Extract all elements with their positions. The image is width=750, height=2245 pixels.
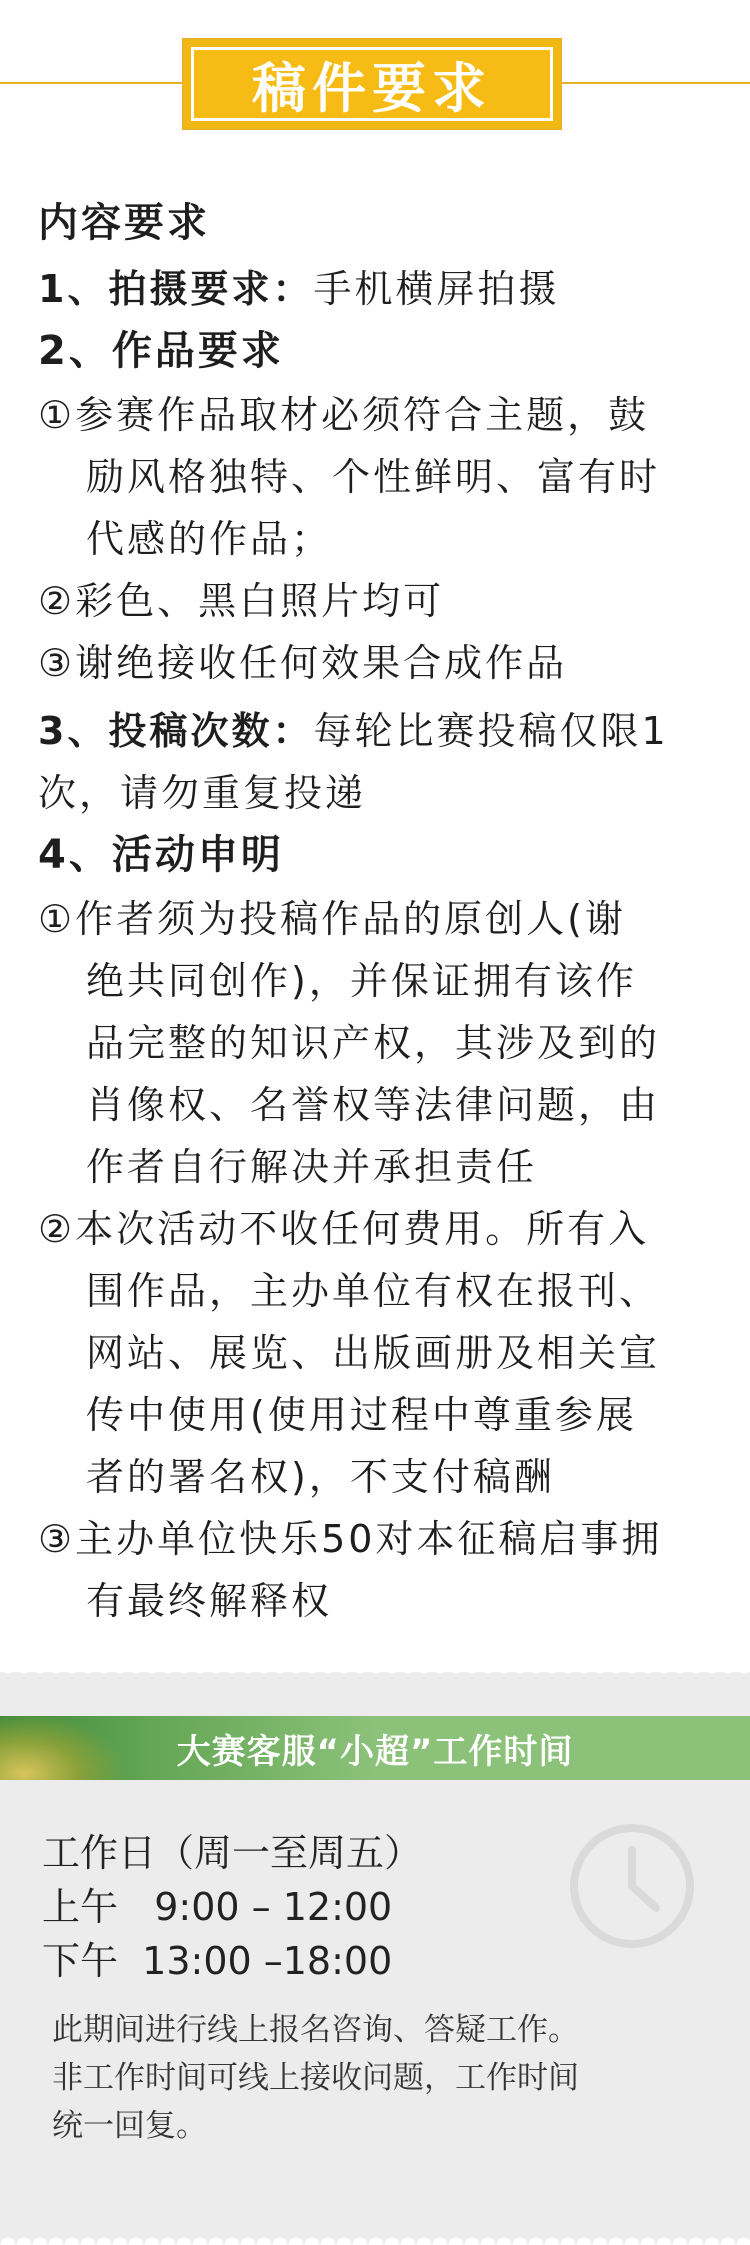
req-works-line: 代感的作品； xyxy=(86,517,333,561)
req-submissions-cont: 次，请勿重复投递 xyxy=(38,771,367,815)
req-shooting xyxy=(38,258,559,320)
req-works-line: 励风格独特、个性鲜明、富有时 xyxy=(86,455,661,499)
service-afternoon-hours: 下午 13:00 –18:00 xyxy=(42,1939,393,1983)
req-statement-line: 品完整的知识产权，其涉及到的 xyxy=(86,1021,661,1065)
req-works-line: ①参赛作品取材必须符合主题，鼓 xyxy=(38,393,650,437)
service-title: 大赛客服“小超”工作时间 xyxy=(176,1731,574,1772)
req-submissions-text: 每轮比赛投稿仅限1 xyxy=(313,709,669,753)
req-statement-line: 围作品，主办单位有权在报刊、 xyxy=(86,1269,661,1313)
header-banner xyxy=(191,47,553,121)
service-morning-hours: 上午 9:00 – 12:00 xyxy=(42,1885,393,1929)
service-note-line: 此期间进行线上报名咨询、答疑工作。 xyxy=(52,2012,579,2048)
service-note-line: 统一回复。 xyxy=(52,2108,207,2144)
req-statement-line: 作者自行解决并承担责任 xyxy=(86,1145,538,1189)
req-works-line: ③谢绝接收任何效果合成作品 xyxy=(38,641,568,685)
req-works-heading: 2、作品要求 xyxy=(38,328,284,374)
req-shooting-label: 1、拍摄要求： xyxy=(38,267,314,311)
req-submissions xyxy=(38,700,669,762)
service-note-line: 非工作时间可线上接收问题，工作时间 xyxy=(52,2060,579,2096)
req-statement-line: 有最终解释权 xyxy=(86,1579,333,1623)
req-statement-heading: 4、活动申明 xyxy=(38,832,284,878)
page-title: 稿件要求 xyxy=(252,56,492,120)
card-scallop-edge xyxy=(0,2233,750,2245)
req-statement-line: ②本次活动不收任何费用。所有入 xyxy=(38,1207,650,1251)
req-submissions-label: 3、投稿次数： xyxy=(38,709,314,753)
req-statement-line: 传中使用(使用过程中尊重参展 xyxy=(86,1393,637,1437)
clock-icon xyxy=(566,1820,698,1952)
section-heading: 内容要求 xyxy=(38,200,210,246)
req-statement-line: 者的署名权)，不支付稿酬 xyxy=(86,1455,555,1499)
service-workday: 工作日（周一至周五） xyxy=(42,1831,423,1875)
req-statement-line: ①作者须为投稿作品的原创人(谢 xyxy=(38,897,626,941)
req-statement-line: ③主办单位快乐50对本征稿启事拥 xyxy=(38,1517,663,1561)
req-statement-line: 绝共同创作)，并保证拥有该作 xyxy=(86,959,637,1003)
req-statement-line: 网站、展览、出版画册及相关宣 xyxy=(86,1331,661,1375)
req-works-line: ②彩色、黑白照片均可 xyxy=(38,579,445,623)
req-statement-line: 肖像权、名誉权等法律问题，由 xyxy=(86,1083,661,1127)
req-shooting-text: 手机横屏拍摄 xyxy=(313,267,560,311)
card-scallop-edge xyxy=(0,1666,750,1678)
